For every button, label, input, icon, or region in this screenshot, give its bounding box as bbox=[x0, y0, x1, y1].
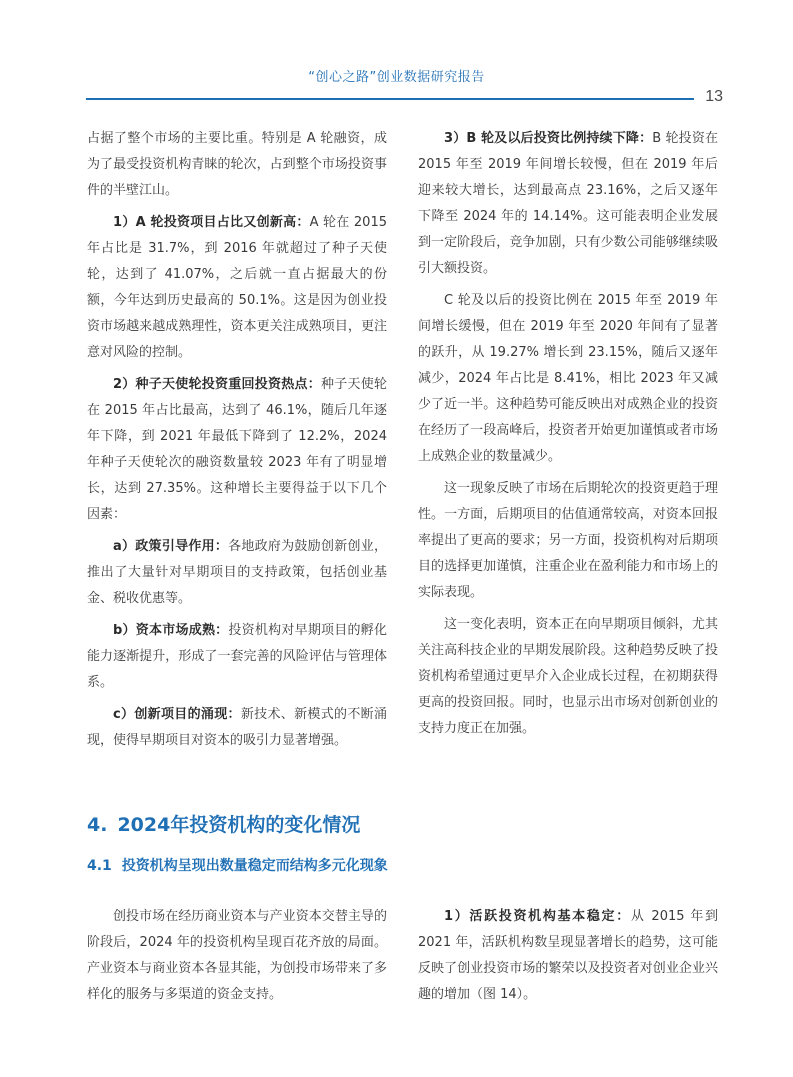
paragraph: 这一变化表明，资本正在向早期项目倾斜，尤其关注高科技企业的早期发展阶段。这种趋势反映了投资机构希望通过更早介入企业成长过程，在初期获得更高的投资回报。同时，也显示出市场对创新创业的支持力度正在加强。 bbox=[418, 617, 718, 736]
paragraph-lead: 3）B 轮及以后投资比例持续下降： bbox=[444, 131, 653, 146]
subsection-title: 投资机构呈现出数量稳定而结构多元化现象 bbox=[121, 858, 388, 874]
paragraph bbox=[418, 126, 718, 282]
paragraph-body: 投资机构对早期项目的孵化能力逐渐提升，形成了一套完善的风险评估与管理体系。 bbox=[87, 623, 387, 690]
paragraph bbox=[418, 904, 718, 1008]
section-number: 4. bbox=[87, 814, 108, 836]
paragraph bbox=[87, 372, 387, 528]
running-header: “创心之路”创业数据研究报告 bbox=[308, 70, 485, 85]
left-column bbox=[87, 126, 387, 760]
paragraph: C 轮及以后的投资比例在 2015 年至 2019 年间增长缓慢，但在 2019 年至 2020 年间有了显著的跃升，从 19.27% 增长到 23.15%，随后又逐年减少，2024 年占比是 8.41%，相比 2023 年又减少了近一半。这种趋势可能反映出对成熟企业的投资在经历了一段高峰后，投资者开始更加谨慎或者市场上成熟企业的数量减少。 bbox=[418, 293, 718, 464]
bottom-left-column bbox=[87, 904, 387, 1014]
paragraph: 创投市场在经历商业资本与产业资本交替主导的阶段后，2024 年的投资机构呈现百花齐放的局面。产业资本与商业资本各显其能，为创投市场带来了多样化的服务与多渠道的资金支持。 bbox=[87, 909, 387, 1002]
paragraph bbox=[87, 210, 387, 366]
subsection-heading bbox=[87, 855, 398, 875]
paragraph: 占据了整个市场的主要比重。特别是 A 轮融资，成为了最受投资机构青睐的轮次，占到整个市场投资事件的半壁江山。 bbox=[87, 131, 387, 198]
subsection-number: 4.1 bbox=[87, 858, 112, 874]
paragraph-lead: a）政策引导作用： bbox=[113, 539, 229, 554]
paragraph-lead: 1）A 轮投资项目占比又创新高： bbox=[113, 215, 310, 230]
bottom-right-column bbox=[418, 904, 718, 1014]
paragraph-lead: c）创新项目的涌现： bbox=[113, 707, 241, 722]
paragraph-lead: 1）活跃投资机构基本稳定： bbox=[444, 909, 631, 924]
paragraph-lead: 2）种子天使轮投资重回投资热点： bbox=[113, 377, 321, 392]
header-rule bbox=[86, 98, 694, 100]
paragraph-body: 种子天使轮在 2015 年占比最高，达到了 46.1%，随后几年逐年下降，到 2021 年最低下降到了 12.2%，2024 年种子天使轮次的融资数量较 2023 年有了明显增长，达到 27.35%。这种增长主要得益于以下几个因素： bbox=[87, 377, 387, 522]
section-heading bbox=[87, 810, 370, 837]
paragraph-body: B 轮投资在 2015 年至 2019 年间增长较慢，但在 2019 年后迎来较大增长，达到最高点 23.16%，之后又逐年下降至 2024 年的 14.14%。这可能表明企业发展到一定阶段后，竞争加剧，只有少数公司能够继续吸引大额投资。 bbox=[418, 131, 718, 276]
paragraph-lead: b）资本市场成熟： bbox=[113, 623, 229, 638]
page-number: 13 bbox=[705, 88, 723, 105]
right-column bbox=[418, 126, 718, 748]
paragraph-body: 从 2015 年到 2021 年，活跃机构数呈现显著增长的趋势，这可能反映了创业投资市场的繁荣以及投资者对创业企业兴趣的增加（图 14）。 bbox=[418, 909, 718, 1002]
paragraph-body: 新技术、新模式的不断涌现，使得早期项目对资本的吸引力显著增强。 bbox=[87, 707, 387, 748]
paragraph bbox=[87, 702, 387, 754]
section-title: 2024年投资机构的变化情况 bbox=[117, 814, 361, 836]
paragraph-body: 各地政府为鼓励创新创业，推出了大量针对早期项目的支持政策，包括创业基金、税收优惠等。 bbox=[87, 539, 387, 606]
paragraph bbox=[87, 618, 387, 696]
paragraph bbox=[87, 534, 387, 612]
paragraph-body: A 轮在 2015 年占比是 31.7%，到 2016 年就超过了种子天使轮，达到了 41.07%，之后就一直占据最大的份额，今年达到历史最高的 50.1%。这是因为创业投资市场越来越成熟理性，资本更关注成熟项目，更注意对风险的控制。 bbox=[87, 215, 387, 360]
paragraph: 这一现象反映了市场在后期轮次的投资更趋于理性。一方面，后期项目的估值通常较高，对资本回报率提出了更高的要求；另一方面，投资机构对后期项目的选择更加谨慎，注重企业在盈利能力和市场上的实际表现。 bbox=[418, 481, 718, 600]
